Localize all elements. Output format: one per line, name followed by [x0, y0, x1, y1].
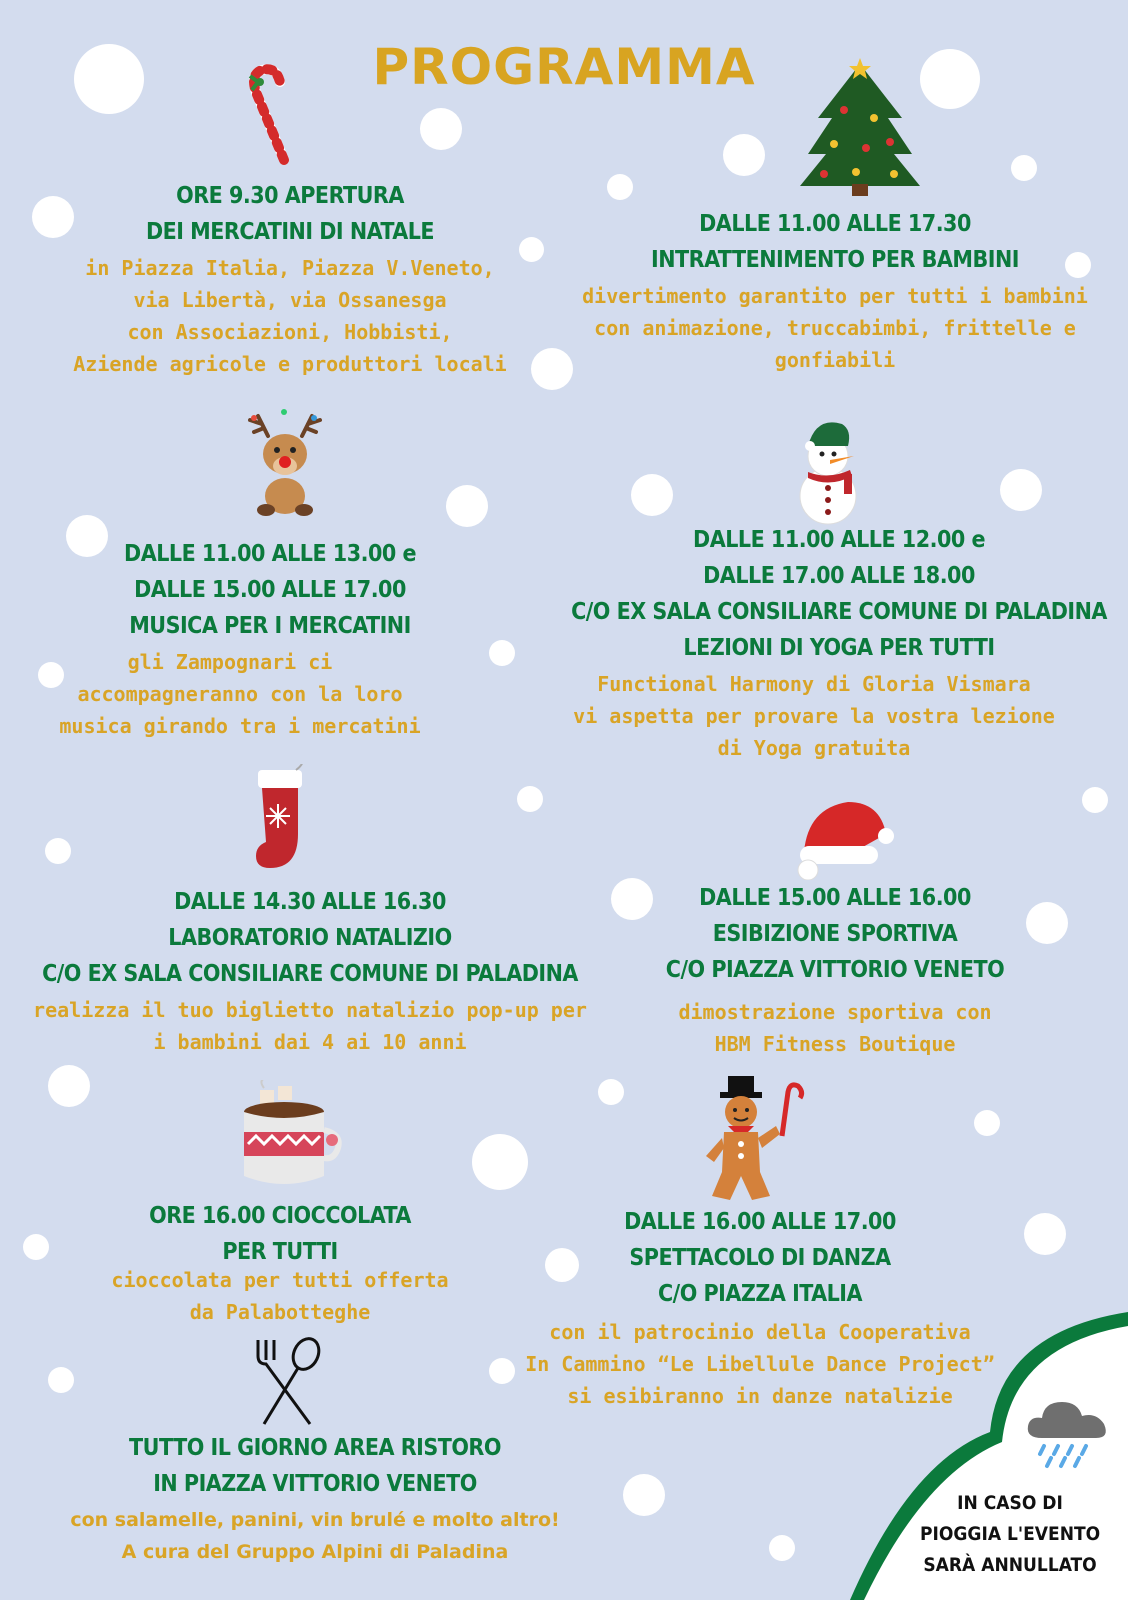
event-heading: ESIBIZIONE SPORTIVA: [712, 921, 958, 947]
event-heading: PER TUTTI: [222, 1239, 338, 1265]
hot-chocolate-icon: [238, 1080, 342, 1192]
event-body: accompagneranno con la loro: [77, 682, 403, 706]
event-heading: C/O EX SALA CONSILIARE COMUNE DI PALADINA: [571, 599, 1107, 625]
event-body: con salamelle, panini, vin brulé e molto altro!: [70, 1509, 560, 1531]
snowflake: [607, 174, 633, 200]
event-yoga: [560, 522, 1118, 764]
snowflake: [1024, 1213, 1066, 1255]
event-heading: ORE 9.30 APERTURA: [176, 183, 404, 209]
event-body: di Yoga gratuita: [717, 736, 911, 760]
event-heading: DALLE 17.00 ALLE 18.00: [703, 563, 975, 589]
event-heading: C/O EX SALA CONSILIARE COMUNE DI PALADINA: [42, 961, 578, 987]
event-heading: DALLE 11.00 ALLE 12.00 e: [693, 527, 985, 553]
snowflake: [48, 1065, 90, 1107]
event-heading: LABORATORIO NATALIZIO: [168, 925, 452, 951]
event-body: in Piazza Italia, Piazza V.Veneto,: [85, 256, 495, 280]
snowflake: [45, 838, 71, 864]
event-heading: C/O PIAZZA VITTORIO VENETO: [665, 957, 1005, 983]
snowflake: [446, 485, 488, 527]
event-heading: ORE 16.00 CIOCCOLATA: [149, 1203, 411, 1229]
rain-notice-line: IN CASO DI: [957, 1492, 1063, 1514]
snowflake: [723, 134, 765, 176]
event-ristoro: [60, 1430, 570, 1568]
event-laboratorio: [30, 884, 590, 1058]
candy-cane-icon: [232, 62, 304, 166]
event-body: con il patrocinio della Cooperativa: [549, 1320, 971, 1344]
snowflake: [1011, 155, 1037, 181]
stocking-icon: [252, 764, 310, 874]
event-heading: INTRATTENIMENTO PER BAMBINI: [651, 247, 1019, 273]
event-musica: [30, 536, 510, 742]
event-heading: DALLE 11.00 ALLE 17.30: [699, 211, 971, 237]
event-body: con animazione, truccabimbi, frittelle e: [594, 316, 1076, 340]
event-body: In Cammino “Le Libellule Dance Project”: [525, 1352, 995, 1376]
event-heading: MUSICA PER I MERCATINI: [129, 613, 411, 639]
snowflake: [974, 1110, 1000, 1136]
event-heading: IN PIAZZA VITTORIO VENETO: [153, 1471, 477, 1497]
rain-notice-line: PIOGGIA L'EVENTO: [920, 1523, 1101, 1545]
event-body: cioccolata per tutti offerta: [111, 1268, 449, 1292]
rain-notice: [920, 1488, 1100, 1581]
event-body: divertimento garantito per tutti i bambini: [582, 284, 1088, 308]
event-body: Aziende agricole e produttori locali: [73, 352, 507, 376]
event-heading: DEI MERCATINI DI NATALE: [145, 219, 435, 245]
page-title: PROGRAMMA: [372, 38, 756, 96]
gingerbread-man-icon: [706, 1076, 806, 1204]
event-bambini: [570, 206, 1100, 376]
snowflake: [1082, 787, 1108, 813]
event-body: A cura del Gruppo Alpini di Paladina: [121, 1541, 509, 1563]
rain-notice-line: SARÀ ANNULLATO: [923, 1554, 1097, 1576]
event-body: si esibiranno in danze natalizie: [567, 1384, 953, 1408]
event-body: realizza il tuo biglietto natalizio pop-up per: [33, 998, 587, 1022]
snowflake: [631, 474, 673, 516]
event-body: gonfiabili: [774, 348, 896, 372]
event-heading: LEZIONI DI YOGA PER TUTTI: [683, 635, 995, 661]
event-heading: C/O PIAZZA ITALIA: [657, 1281, 863, 1307]
snowflake: [23, 1234, 49, 1260]
event-mercatini: [40, 178, 540, 380]
snowflake: [1000, 469, 1042, 511]
event-heading: DALLE 16.00 ALLE 17.00: [624, 1209, 896, 1235]
event-body: vi aspetta per provare la vostra lezione: [573, 704, 1055, 728]
event-body: HBM Fitness Boutique: [714, 1032, 956, 1056]
event-body: musica girando tra i mercatini: [59, 714, 421, 738]
christmas-tree-icon: [794, 58, 926, 198]
snowflake: [420, 108, 462, 150]
snowflake: [48, 1367, 74, 1393]
snowman-icon: [786, 416, 882, 526]
snowflake: [598, 1079, 624, 1105]
snowflake: [472, 1134, 528, 1190]
event-body: via Libertà, via Ossanesga: [133, 288, 447, 312]
event-heading: DALLE 14.30 ALLE 16.30: [174, 889, 446, 915]
event-body: gli Zampognari ci: [127, 650, 333, 674]
event-body: dimostrazione sportiva con: [678, 1000, 992, 1024]
reindeer-icon: [244, 406, 326, 518]
snowflake: [769, 1535, 795, 1561]
snowflake: [517, 786, 543, 812]
event-heading: DALLE 15.00 ALLE 16.00: [699, 885, 971, 911]
event-heading: TUTTO IL GIORNO AREA RISTORO: [129, 1435, 501, 1461]
event-heading: SPETTACOLO DI DANZA: [629, 1245, 891, 1271]
fork-spoon-icon: [254, 1336, 324, 1428]
rain-cloud-icon: [1024, 1396, 1112, 1472]
event-heading: DALLE 15.00 ALLE 17.00: [134, 577, 406, 603]
event-body: i bambini dai 4 ai 10 anni: [153, 1030, 467, 1054]
event-body: da Palabotteghe: [189, 1300, 371, 1324]
snowflake: [623, 1474, 665, 1516]
event-heading: DALLE 11.00 ALLE 13.00 e: [124, 541, 416, 567]
santa-hat-icon: [794, 794, 894, 880]
event-cioccolata: [90, 1198, 470, 1328]
event-sportiva: [570, 880, 1100, 1060]
event-body: con Associazioni, Hobbisti,: [127, 320, 453, 344]
event-body: Functional Harmony di Gloria Vismara: [597, 672, 1031, 696]
